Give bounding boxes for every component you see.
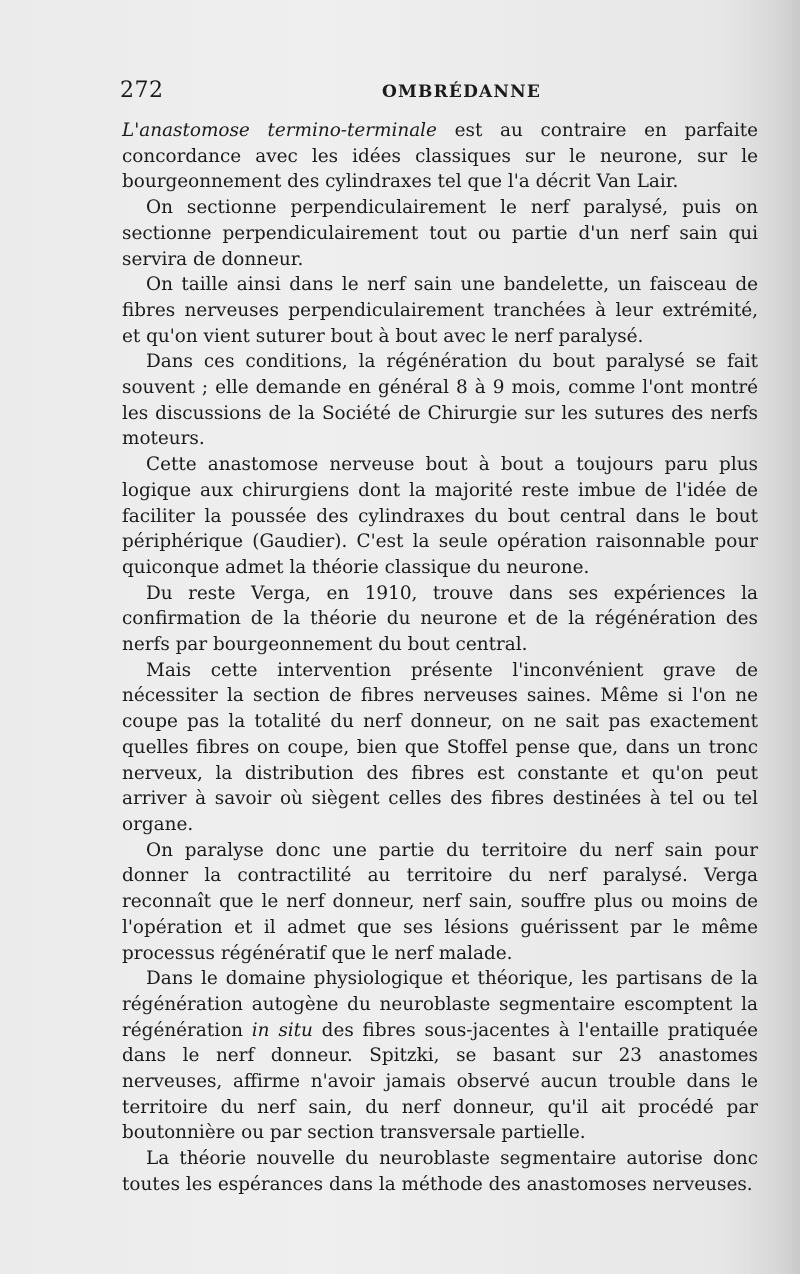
- running-head: OMBRÉDANNE: [382, 82, 542, 102]
- paragraph-3: On taille ainsi dans le nerf sain une bandelette, un faisceau de fibres nerveuses perpendiculairement tranchées à leur extrémité, et qu'on vient suturer bout à bout avec le nerf paralysé.: [122, 274, 758, 347]
- paragraph-4: Dans ces conditions, la régénération du bout paralysé se fait souvent ; elle demande en général 8 à 9 mois, comme l'ont montré les discussions de la Société de Chirurgie sur les sutures des nerfs moteurs.: [122, 351, 758, 450]
- paragraph-8: On paralyse donc une partie du territoire du nerf sain pour donner la contractilité au territoire du nerf paralysé. Verga reconnaît que le nerf donneur, nerf sain, souffre plus ou moins de l'opération et il admet que ses lésions guérissent par le même processus régénératif que le nerf malade.: [122, 839, 758, 964]
- italic-term: in situ: [251, 1019, 313, 1041]
- paragraph-9: [122, 966, 758, 1146]
- paragraph-text: des fibres sous-jacentes à l'entaille pratiquée dans le nerf donneur. Spitzki, se basant sur 23 anastomes nerveuses, affirme n'avoir jamais observé aucun trouble dans le territoire du nerf sain, du nerf donneur, qu'il ait procédé par boutonnière ou par section transversale partielle.: [122, 1019, 758, 1144]
- italic-term: L'anastomose termino-terminale: [122, 120, 437, 141]
- paragraph-text: est au contraire en parfaite concordance avec les idées classiques sur le neurone, sur le bourgeonnement des cylindraxes tel que l'a décrit Van Lair.: [122, 120, 758, 193]
- paragraph-1: [122, 118, 758, 195]
- paragraph-text: Dans le domaine physiologique et théorique, les partisans de la régénération autogène du neuroblaste segmentaire escomptent la régénération: [122, 968, 758, 1041]
- paragraph-2: On sectionne perpendiculairement le nerf paralysé, puis on sectionne perpendiculairement tout ou partie d'un nerf sain qui servira de donneur.: [122, 197, 758, 270]
- paragraph-7: Mais cette intervention présente l'inconvénient grave de nécessiter la section de fibres nerveuses saines. Même si l'on ne coupe pas la totalité du nerf donneur, on ne sait pas exactement quelles fibres on coupe, bien que Stoffel pense que, dans un tronc nerveux, la distribution des fibres est constante et qu'on peut arriver à savoir où siègent celles des fibres destinées à tel ou tel organe.: [122, 659, 758, 835]
- page-header: [120, 78, 760, 108]
- page-number: 272: [120, 78, 164, 103]
- paragraph-10: La théorie nouvelle du neuroblaste segmentaire autorise donc toutes les espérances dans la méthode des anastomoses nerveuses.: [122, 1148, 758, 1195]
- paragraph-5: Cette anastomose nerveuse bout à bout a toujours paru plus logique aux chirurgiens dont la majorité reste imbue de l'idée de faciliter la poussée des cylindraxes du bout central dans le bout périphérique (Gaudier). C'est la seule opération raisonnable pour quiconque admet la théorie classique du neurone.: [122, 454, 758, 578]
- body-text: [122, 118, 758, 1198]
- paragraph-6: Du reste Verga, en 1910, trouve dans ses expériences la confirmation de la théorie du neurone et de la régénération des nerfs par bourgeonnement du bout central.: [122, 582, 758, 656]
